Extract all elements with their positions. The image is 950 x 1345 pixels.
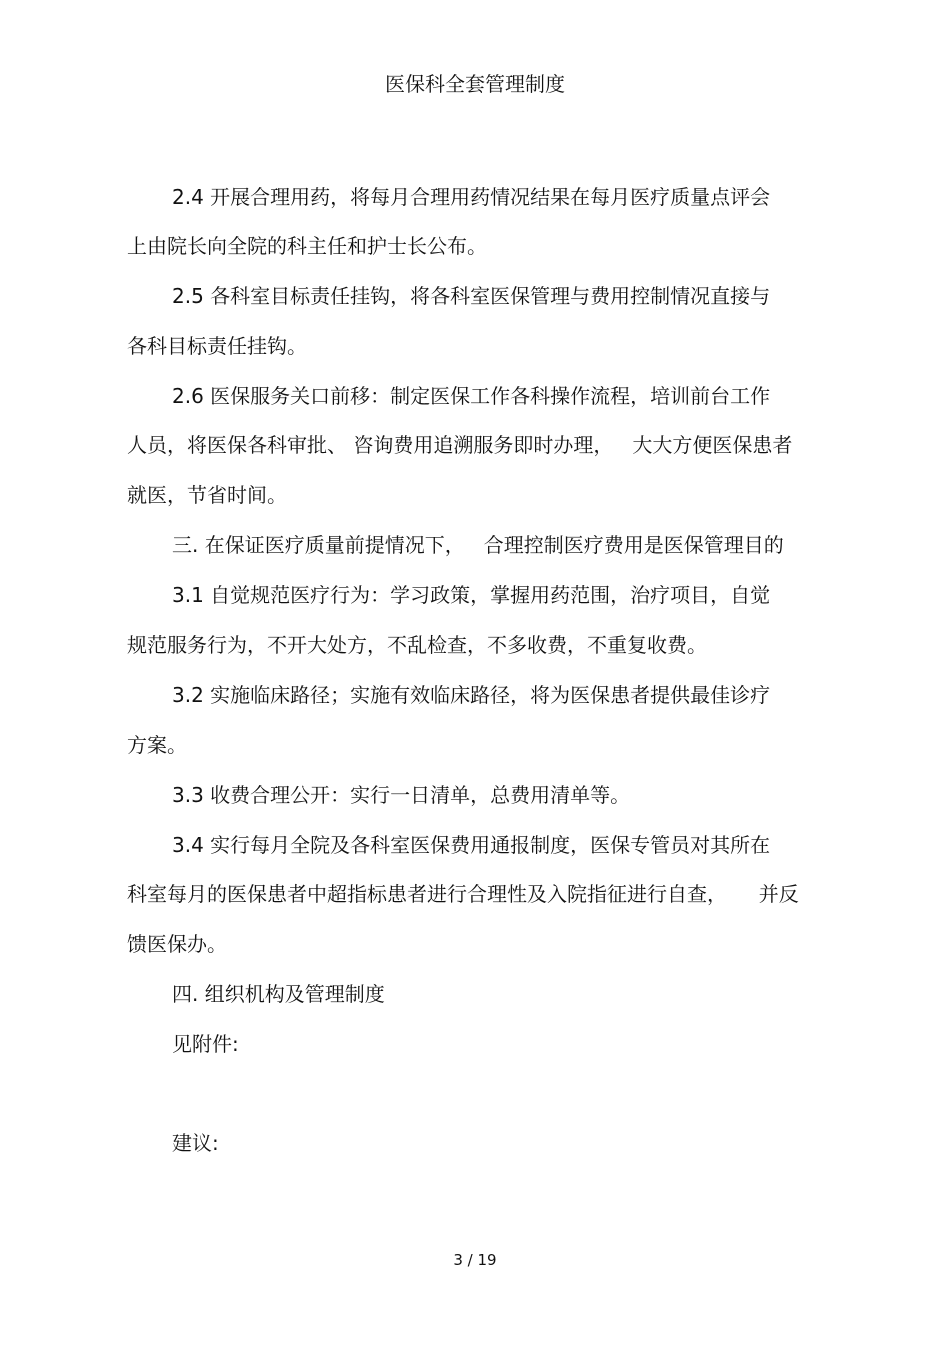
page-title: 医保科全套管理制度 xyxy=(385,72,565,96)
paragraph-line-2-6-c: 就医，节省时间。 xyxy=(127,483,287,507)
paragraph-line-3-2-b: 方案。 xyxy=(127,733,187,757)
page-number: 3 / 19 xyxy=(453,1251,497,1269)
suggestion-label: 建议: xyxy=(172,1131,219,1155)
paragraph-line-3-4-b: 科室每月的医保患者中超指标患者进行合理性及入院指征进行自查， 并反 xyxy=(127,882,799,906)
paragraph-line-3-3: 3.3 收费合理公开：实行一日清单，总费用清单等。 xyxy=(172,783,631,807)
section-heading-3: 三. 在保证医疗质量前提情况下， 合理控制医疗费用是医保管理目的 xyxy=(172,533,784,557)
paragraph-line-2-5-a: 2.5 各科室目标责任挂钩，将各科室医保管理与费用控制情况直接与 xyxy=(172,284,771,308)
paragraph-line-3-2-a: 3.2 实施临床路径；实施有效临床路径，将为医保患者提供最佳诊疗 xyxy=(172,683,771,707)
paragraph-line-3-1-a: 3.1 自觉规范医疗行为：学习政策，掌握用药范围，治疗项目，自觉 xyxy=(172,583,771,607)
paragraph-line-2-4-b: 上由院长向全院的科主任和护士长公布。 xyxy=(127,234,487,258)
paragraph-line-2-5-b: 各科目标责任挂钩。 xyxy=(127,334,307,358)
paragraph-line-3-4-a: 3.4 实行每月全院及各科室医保费用通报制度，医保专管员对其所在 xyxy=(172,833,771,857)
attachment-note: 见附件: xyxy=(172,1032,239,1056)
paragraph-line-2-4-a: 2.4 开展合理用药，将每月合理用药情况结果在每月医疗质量点评会 xyxy=(172,185,771,209)
section-heading-4: 四. 组织机构及管理制度 xyxy=(172,982,385,1006)
paragraph-line-2-6-a: 2.6 医保服务关口前移：制定医保工作各科操作流程，培训前台工作 xyxy=(172,384,771,408)
paragraph-line-2-6-b: 人员，将医保各科审批、 咨询费用追溯服务即时办理， 大大方便医保患者 xyxy=(127,433,793,457)
paragraph-line-3-1-b: 规范服务行为，不开大处方，不乱检查，不多收费，不重复收费。 xyxy=(127,633,707,657)
paragraph-line-3-4-c: 馈医保办。 xyxy=(127,932,227,956)
